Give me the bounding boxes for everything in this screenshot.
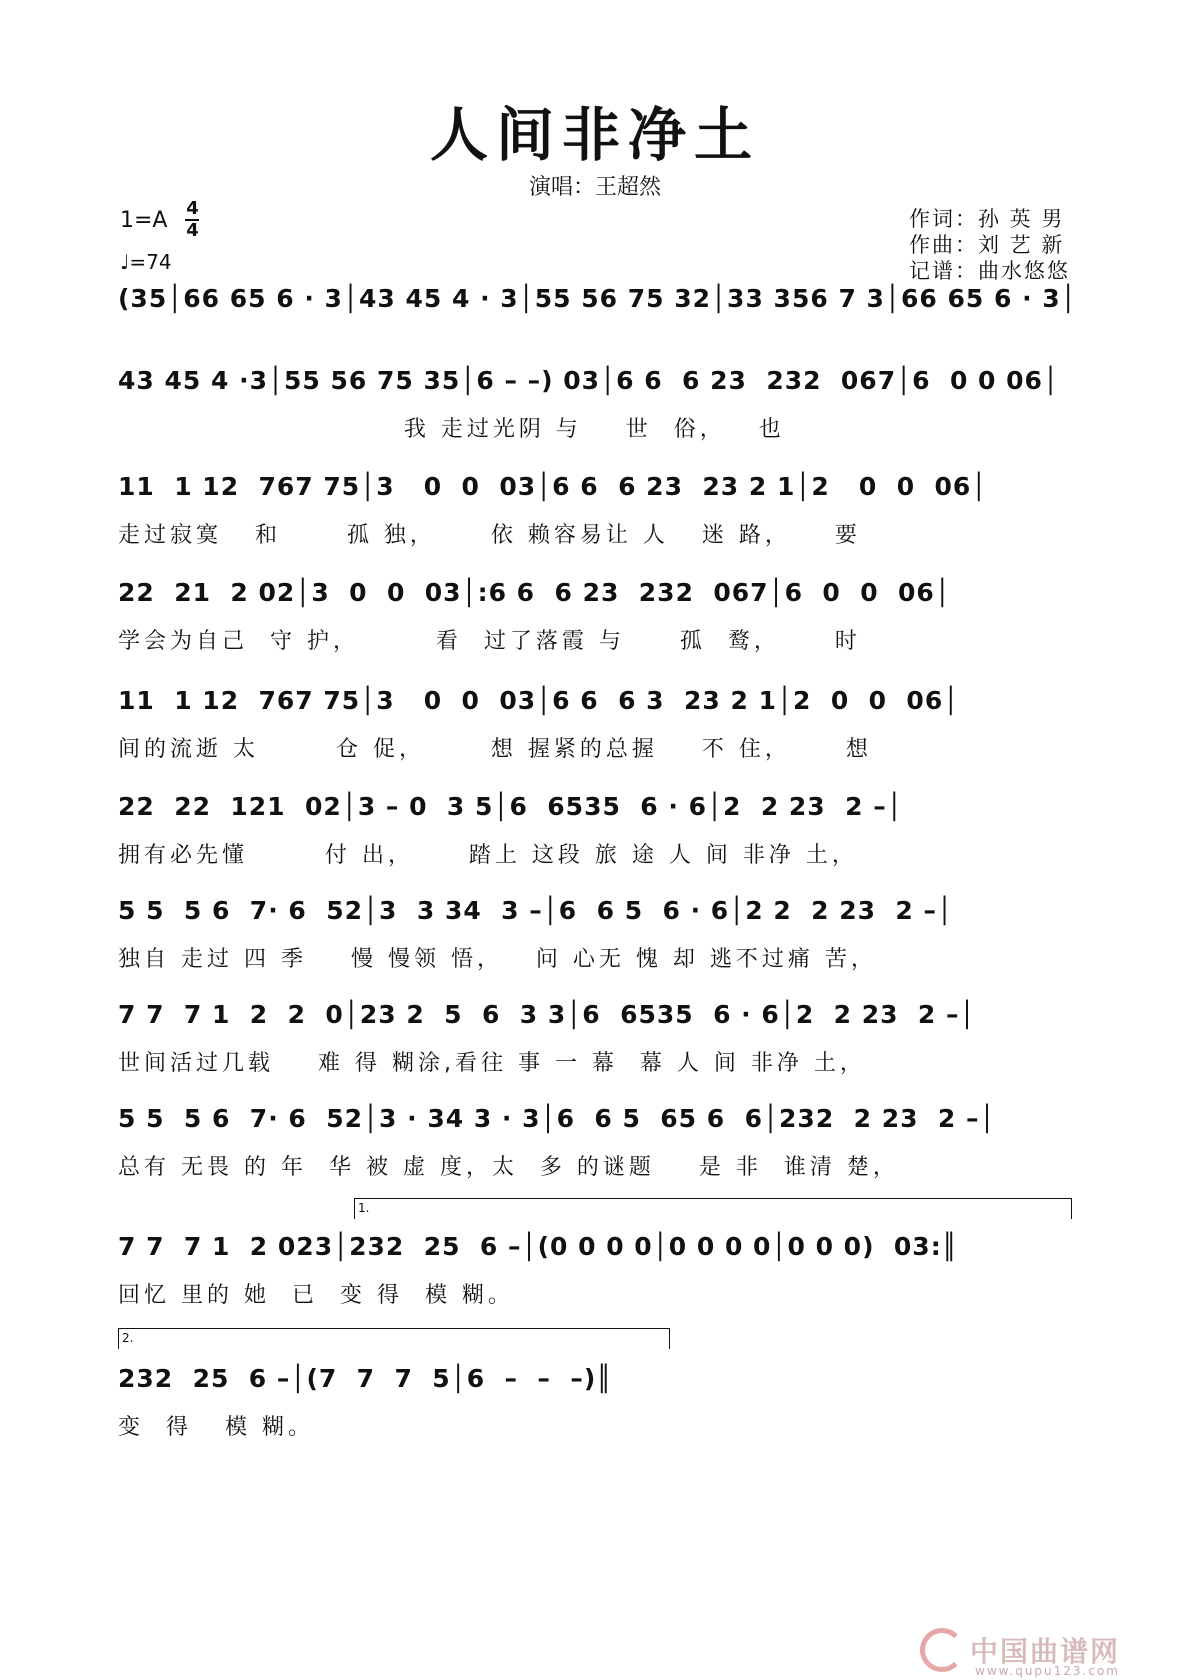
lyric-row-8: 世间活过几载 难 得 糊涂,看往 事 一 幕 幕 人 间 非净 土，: [118, 1051, 866, 1076]
score-row-10-notes: 7 7 7 1 2 023│232 25 6 –│(0 0 0 0│0 0 0 0│0 0 0) 03:║: [118, 1232, 958, 1261]
score-row-8-notes: 7 7 7 1 2 2 0│23 2 5 6 3 3│6 6535 6 · 6│2 2 23 2 –│: [118, 1000, 976, 1029]
transcriber-credit: 记谱：曲水悠悠: [909, 259, 1070, 283]
volta-1-bracket: [354, 1198, 1072, 1219]
score-row-6-notes: 22 22 121 02│3 – 0 3 5│6 6535 6 · 6│2 2 23 2 –│: [118, 792, 903, 821]
logo-text: 中国曲谱网: [969, 1635, 1120, 1668]
logo-url: www.qupu123.com: [975, 1664, 1120, 1678]
time-signature-top: 4: [186, 198, 199, 219]
score-row-2-notes: 43 45 4 ·3│55 56 75 35│6 – –) 03│6 6 6 23 232 067│6 0 0 06│: [118, 366, 1059, 395]
lyricist-credit: 作词：孙 英 男: [909, 207, 1065, 231]
lyric-row-7: 独自 走过 四 季 慢 慢领 悟， 问 心无 愧 却 逃不过痛 苦，: [118, 947, 877, 972]
volta-2-label: 2.: [122, 1331, 134, 1345]
score-row-11-notes: 232 25 6 –│(7 7 7 5│6 – – –)║: [118, 1364, 613, 1393]
volta-1-label: 1.: [358, 1201, 370, 1215]
score-row-7-notes: 5 5 5 6 7· 6 52│3 3 34 3 –│6 6 5 6 · 6│2 2 2 23 2 –│: [118, 896, 954, 925]
lyric-row-10: 回忆 里的 她 已 变 得 模 糊。: [118, 1283, 514, 1308]
score-row-4-notes: 22 21 2 02│3 0 0 03│:6 6 6 23 232 067│6 0 0 06│: [118, 578, 951, 607]
volta-2-bracket: [118, 1328, 670, 1349]
song-title: 人间非净土: [429, 101, 760, 169]
score-row-5-notes: 11 1 12 767 75│3 0 0 03│6 6 6 3 23 2 1│2 0 0 06│: [118, 686, 960, 715]
score-row-3-notes: 11 1 12 767 75│3 0 0 03│6 6 6 23 23 2 1│2 0 0 06│: [118, 472, 988, 501]
credits-block: [909, 206, 1070, 284]
logo-e-icon: [920, 1628, 964, 1672]
key-signature: [120, 200, 199, 240]
lyric-row-5: 间的流逝 太 仓 促， 想 握紧的总握 不 住， 想: [118, 737, 872, 762]
lyric-row-11: 变 得 模 糊。: [118, 1415, 314, 1440]
lyric-row-4: 学会为自己 守 护， 看 过了落霞 与 孤 鹜， 时: [118, 629, 861, 654]
composer-credit: 作曲：刘 艺 新: [909, 233, 1065, 257]
time-signature-bottom: 4: [186, 220, 199, 241]
lyric-row-2: 我 走过光阴 与 世 俗， 也: [118, 417, 785, 442]
singer-credit: 演唱：王超然: [528, 175, 661, 200]
lyric-row-6: 拥有必先懂 付 出， 踏上 这段 旅 途 人 间 非净 土，: [118, 843, 858, 868]
lyric-row-3: 走过寂寞 和 孤 独， 依 赖容易让 人 迷 路， 要: [118, 523, 861, 548]
score-row-9-notes: 5 5 5 6 7· 6 52│3 · 34 3 · 3│6 6 5 65 6 6│232 2 23 2 –│: [118, 1104, 996, 1133]
score-row-1-notes: (35│66 65 6 · 3│43 45 4 · 3│55 56 75 32│33 356 7 3│66 65 6 · 3│: [118, 284, 1077, 313]
lyric-row-9: 总有 无畏 的 年 华 被 虚 度，太 多 的谜题 是 非 谁清 楚，: [118, 1155, 899, 1180]
time-signature: [185, 200, 199, 240]
tempo-marking: ♩=74: [120, 250, 172, 274]
key-label: 1=A: [120, 207, 168, 233]
